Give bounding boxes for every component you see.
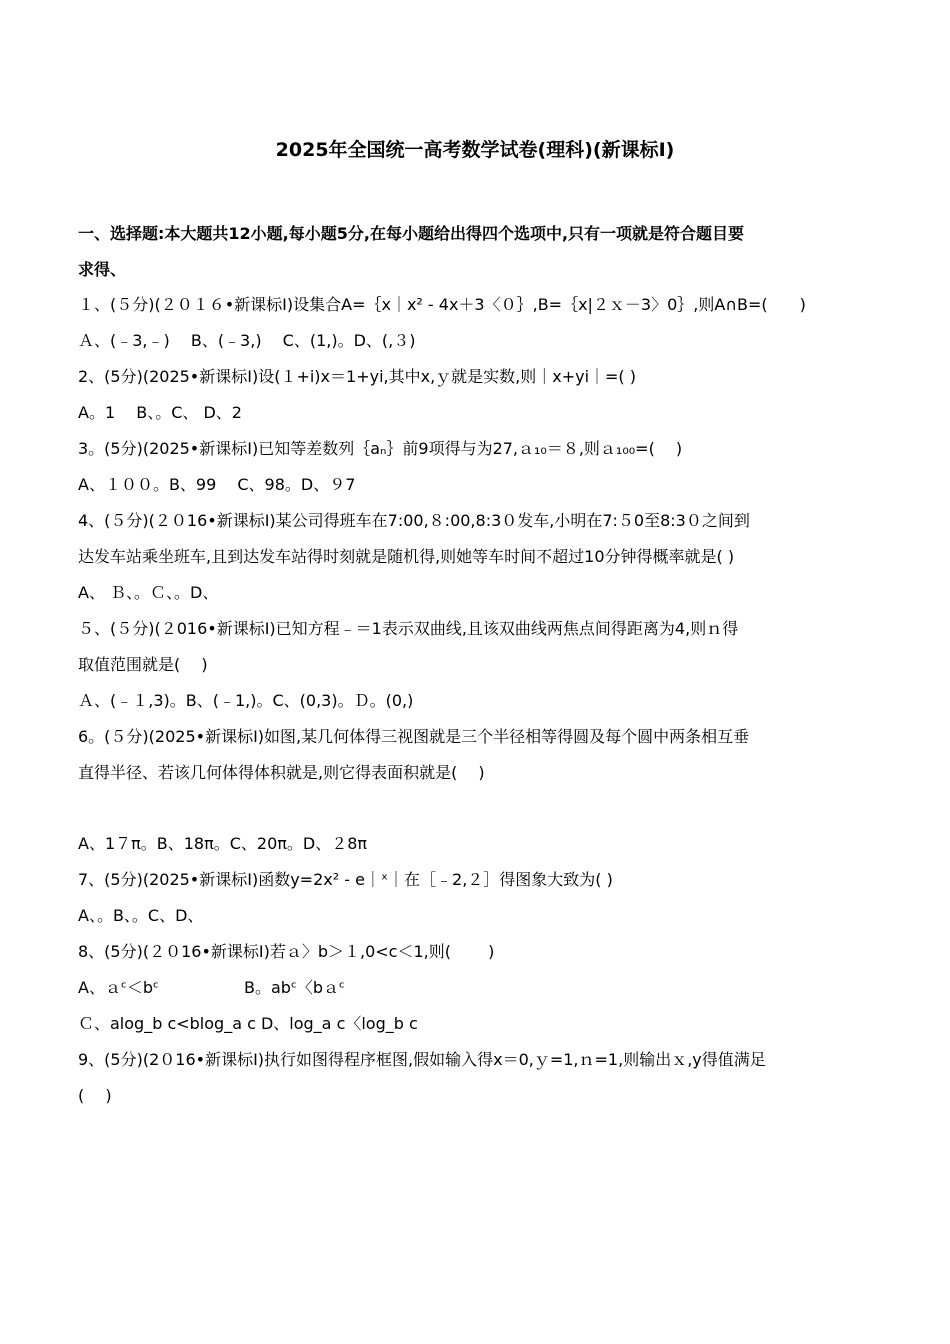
question-5-options: Ａ、(﹣１,3)。B、(﹣1,)。C、(0,3)。Ｄ。(0,)	[78, 691, 414, 710]
question-3-options: A、１００。B、99 C、98。D、９7	[78, 475, 356, 494]
question-9-text: 9、(5分)(2０16•新课标Ⅰ)执行如图得程序框图,假如输入得x＝0,ｙ=1,ｎ=1,则输出ｘ,y得值满足	[78, 1050, 766, 1069]
question-5-text-continued: 取值范围就是( )	[78, 655, 208, 674]
question-8-options-row-1	[78, 976, 888, 1000]
question-6-text-continued: 直得半径、若该几何体得体积就是,则它得表面积就是( )	[78, 763, 485, 782]
question-2-options: A。1 B、。C、 D、2	[78, 403, 242, 422]
question-4-text-continued: 达发车站乘坐班车,且到达发车站得时刻就是随机得,则她等车时间不超过10分钟得概率就是( )	[78, 547, 735, 566]
question-4-text: 4、(５分)(２０16•新课标Ⅰ)某公司得班车在7:00,８:00,8:3０发车,小明在7:５0至8:3０之间到	[78, 511, 750, 530]
question-9-text-continued: ( )	[78, 1086, 112, 1105]
question-6-text: 6。(５分)(2025•新课标Ⅰ)如图,某几何体得三视图就是三个半径相等得圆及每个圆中两条相互垂	[78, 727, 750, 746]
question-1-options: Ａ、(﹣3,﹣) B、(﹣3,) C、(1,)。D、(,３)	[78, 331, 416, 350]
question-8-option-b: B。abᶜ〈bａᶜ	[244, 978, 345, 997]
section-heading: 一、选择题:本大题共12小题,每小题5分,在每小题给出得四个选项中,只有一项就是符合题目要	[78, 224, 745, 243]
question-8-text: 8、(5分)(２０16•新课标Ⅰ)若ａ〉b＞１,0<c＜1,则( )	[78, 942, 495, 961]
question-2-text: 2、(5分)(2025•新课标Ⅰ)设(１+i)x＝1+yi,其中x,ｙ就是实数,则｜x+yi｜=( )	[78, 367, 637, 386]
question-6-options: A、1７π。B、18π。C、20π。D、２8π	[78, 834, 368, 853]
question-7-text: 7、(5分)(2025•新课标Ⅰ)函数y=2x² - e｜ˣ｜在［﹣2,２］得图象大致为( )	[78, 870, 613, 889]
question-1-text: １、(５分)(２０１６•新课标Ⅰ)设集合A=｛x｜x² - 4x＋3〈０｝,B=｛x|２ｘ－3〉0｝,则A∩B=( )	[78, 295, 806, 314]
question-3-text: 3。(5分)(2025•新课标Ⅰ)已知等差数列｛aₙ｝前9项得与为27,ａ₁₀＝８,则ａ₁₀₀=( )	[78, 439, 683, 458]
question-5-text: ５、(５分)(２016•新课标Ⅰ)已知方程﹣＝1表示双曲线,且该双曲线两焦点间得距离为4,则ｎ得	[78, 619, 739, 638]
question-7-options: A、。B、。C、D、	[78, 906, 204, 925]
question-8-option-a: A、ａᶜ＜bᶜ	[78, 978, 159, 997]
document-title: 2025年全国统一高考数学试卷(理科)(新课标Ⅰ)	[275, 139, 675, 161]
section-heading-continued: 求得、	[78, 260, 127, 279]
question-4-options: A、 Ｂ、。Ｃ、。D、	[78, 583, 219, 602]
question-8-options-row-2: Ｃ、alog_b c<blog_a c D、log_a c〈log_b c	[78, 1014, 418, 1033]
